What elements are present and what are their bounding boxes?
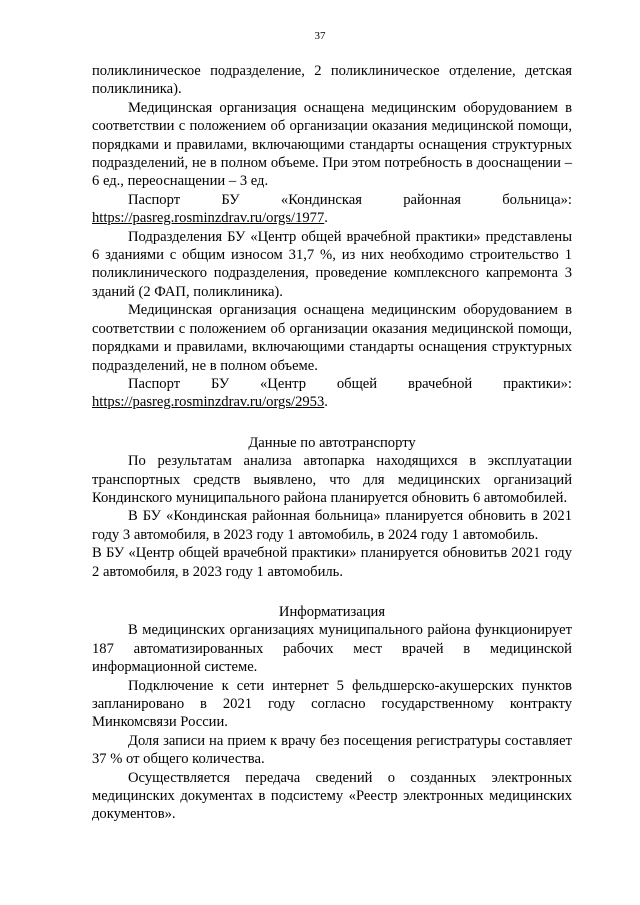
paragraph: Подключение к сети интернет 5 фельдшерско-акушерских пунктов запланировано в 2021 году согласно государственному контракту Минкомсвязи России. — [92, 677, 572, 731]
paragraph: По результатам анализа автопарка находящихся в эксплуатации транспортных средств выявлено, что для медицинских организаций Кондинского муниципального района планируется обновить 6 автомобилей. — [92, 453, 572, 506]
paragraph: В медицинских организациях муниципального района функционирует 187 автоматизированных рабочих мест врачей в медицинской информационной системе. — [92, 622, 572, 676]
passport-paragraph — [92, 191, 572, 228]
document-body — [92, 62, 572, 824]
passport-text: Паспорт БУ «Центр общей врачебной практики»: — [128, 375, 572, 392]
passport-text: Паспорт БУ «Кондинская районная больница»: — [128, 191, 572, 208]
paragraph: Медицинская организация оснащена медицинским оборудованием в соответствии с положением об организации оказания медицинской помощи, порядками и правилами, включающими стандарты оснащения структурных подразделений, не в полном объеме. При этом потребность в дооснащении – 6 ед., переоснащении – 3 ед. — [92, 99, 572, 190]
paragraph: В БУ «Кондинская районная больница» планируется обновить в 2021 году 3 автомобиля, в 2023 году 1 автомобиль, в 2024 году 1 автомобиль. — [92, 508, 572, 543]
passport-link[interactable]: https://pasreg.rosminzdrav.ru/orgs/1977 — [92, 210, 325, 227]
paragraph: В БУ «Центр общей врачебной практики» планируется обновитьв 2021 году 2 автомобиля, в 2023 году 1 автомобиль. — [92, 545, 572, 580]
section-heading-transport: Данные по автотранспорту — [248, 434, 416, 451]
paragraph: Осуществляется передача сведений о созданных электронных медицинских документах в подсистему «Реестр электронных медицинских документов». — [92, 769, 572, 823]
passport-end: . — [324, 210, 328, 227]
page-number: 37 — [314, 30, 326, 42]
paragraph: поликлиническое подразделение, 2 поликлиническое отделение, детская поликлиника). — [92, 63, 572, 98]
section-heading-informatization: Информатизация — [278, 603, 386, 620]
paragraph: Доля записи на прием к врачу без посещения регистратуры составляет 37 % от общего количества. — [92, 732, 572, 768]
passport-paragraph — [92, 375, 572, 412]
paragraph: Подразделения БУ «Центр общей врачебной практики» представлены 6 зданиями с общим износом 31,7 %, из них необходимо строительство 1 поликлинического подразделения, проведение комплексного капремонта 3 зданий (2 ФАП, поликлиника). — [92, 228, 572, 300]
paragraph: Медицинская организация оснащена медицинским оборудованием в соответствии с положением об организации оказания медицинской помощи, порядками и правилами, включающими стандарты оснащения структурных подразделений, не в полном объеме. — [92, 302, 572, 374]
passport-link[interactable]: https://pasreg.rosminzdrav.ru/orgs/2953 — [92, 394, 325, 411]
passport-end: . — [324, 394, 328, 411]
